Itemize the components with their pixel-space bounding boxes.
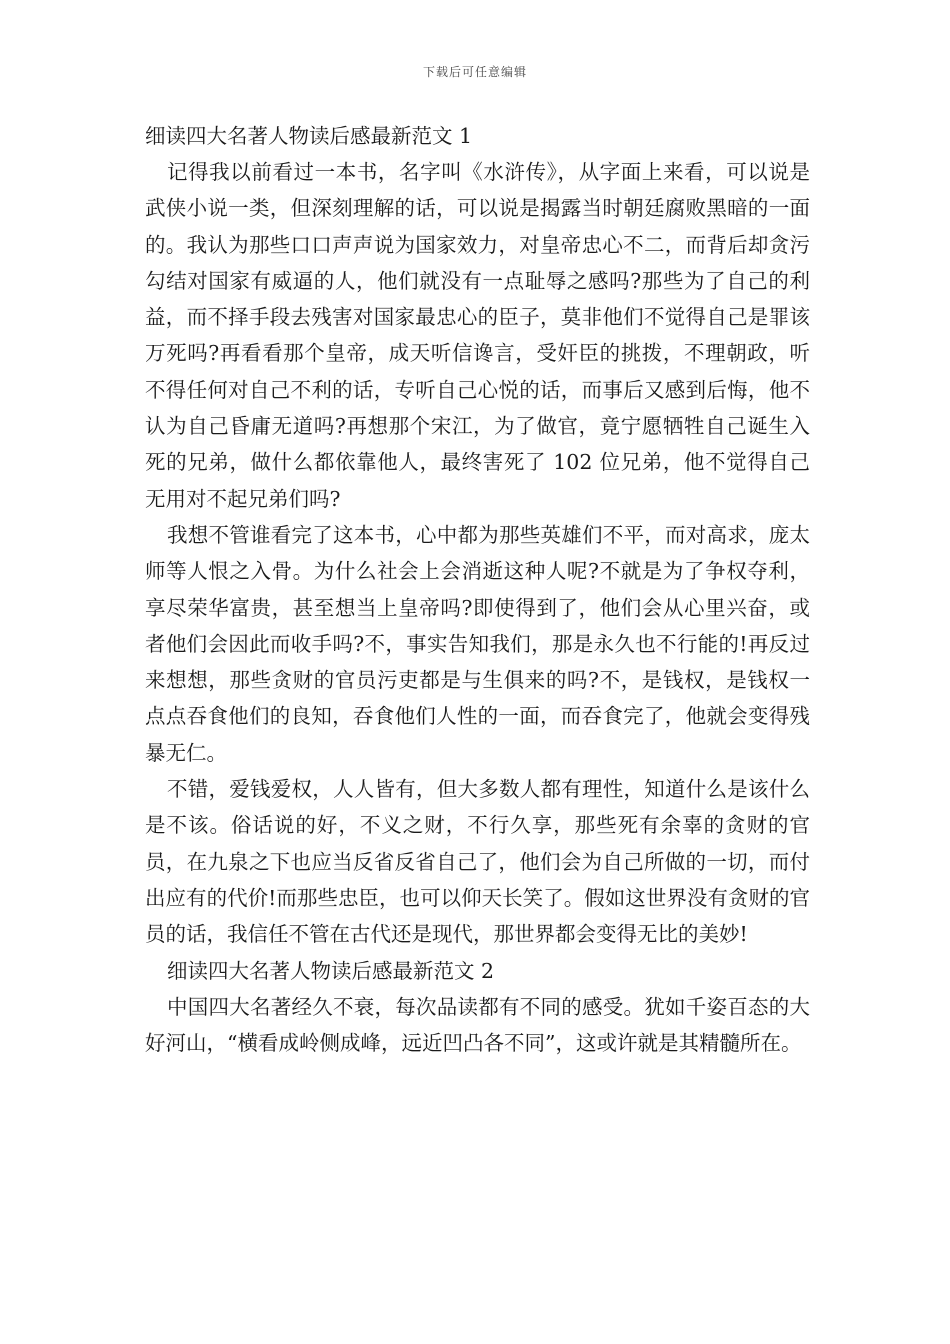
section-1-paragraph-3: 不错，爱钱爱权，人人皆有，但大多数人都有理性，知道什么是该什么是不该。俗话说的好，不义之财，不行久享，那些死有余辜的贪财的官员，在九泉之下也应当反省反省自己了，他们会为自己所做的一切，而付出应有的代价!而那些忠臣，也可以仰天长笑了。假如这世界没有贪财的官员的话，我信任不管在古代还是现代，那世界都会变得无比的美妙! <box>145 777 810 947</box>
page-header: 下载后可任意编辑 <box>422 65 527 79</box>
section-2-title: 细读四大名著人物读后感最新范文 2 <box>167 958 495 983</box>
section-1-paragraph-1: 记得我以前看过一本书，名字叫《水浒传》，从字面上来看，可以说是武侠小说一类，但深刻理解的话，可以说是揭露当时朝廷腐败黑暗的一面的。我认为那些口口声声说为国家效力，对皇帝忠心不二，而背后却贪污勾结对国家有威逼的人，他们就没有一点耻辱之感吗?那些为了自己的利益，而不择手段去残害对国家最忠心的臣子，莫非他们不觉得自己是罪该万死吗?再看看那个皇帝，成天听信谗言，受奸臣的挑拨，不理朝政，听不得任何对自己不利的话，专听自己心悦的话，而事后又感到后悔，他不认为自己昏庸无道吗?再想那个宋江，为了做官，竟宁愿牺牲自己诞生入死的兄弟，做什么都依靠他人，最终害死了 102 位兄弟，他不觉得自己无用对不起兄弟们吗? <box>145 160 810 511</box>
section-2-paragraph-1: 中国四大名著经久不衰，每次品读都有不同的感受。犹如千姿百态的大好河山，“横看成岭侧成峰，远近凹凸各不同”，这或许就是其精髓所在。 <box>145 994 810 1055</box>
section-1-paragraph-2: 我想不管谁看完了这本书，心中都为那些英雄们不平，而对高求，庞太师等人恨之入骨。为什么社会上会消逝这种人呢?不就是为了争权夺利，享尽荣华富贵，甚至想当上皇帝吗?即使得到了，他们会从心里兴奋，或者他们会因此而收手吗?不，事实告知我们，那是永久也不行能的!再反过来想想，那些贪财的官员污吏都是与生俱来的吗?不，是钱权，是钱权一点点吞食他们的良知，吞食他们人性的一面，而吞食完了，他就会变得残暴无仁。 <box>145 522 810 765</box>
document-body <box>145 118 810 1061</box>
section-1-title: 细读四大名著人物读后感最新范文 1 <box>145 124 473 148</box>
